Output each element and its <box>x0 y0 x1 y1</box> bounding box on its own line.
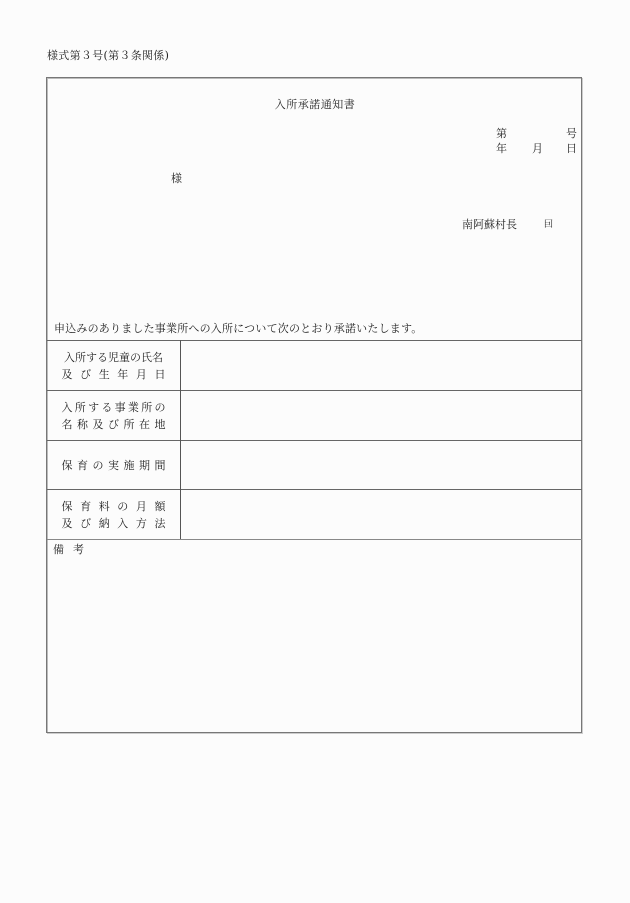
remarks-field[interactable] <box>47 556 582 732</box>
date-year-label: 年 <box>496 142 507 155</box>
document-number-suffix: 号 <box>566 127 577 140</box>
table-row-value-fee[interactable] <box>181 490 582 539</box>
table-row-value-care-period[interactable] <box>181 441 582 489</box>
label-line: 名称及び所在地 <box>61 417 166 431</box>
table-row-value-facility[interactable] <box>181 391 582 440</box>
intro-text: 申込みのありました事業所への入所について次のとおり承諾いたします。 <box>54 322 423 335</box>
date-month-label: 月 <box>532 142 543 155</box>
table-row-value-child-name[interactable] <box>181 341 582 390</box>
form-number: 様式第３号(第３条関係) <box>47 49 170 62</box>
document-number-prefix: 第 <box>496 127 507 140</box>
label-line: 保育料の月額 <box>61 499 166 513</box>
seal-mark-icon: 囙 <box>544 220 554 230</box>
label-line: 及び生年月日 <box>61 367 166 381</box>
label-line: 及び納入方法 <box>61 516 166 530</box>
table-row-label-fee <box>47 490 180 539</box>
label-line: 保育の実施期間 <box>61 458 166 472</box>
date-day-label: 日 <box>566 142 577 155</box>
table-row-label-care-period <box>47 441 180 489</box>
remarks-divider <box>47 539 582 540</box>
addressee-honorific: 様 <box>171 172 182 185</box>
remarks-label: 備考 <box>53 543 93 556</box>
table-row-label-child-name <box>47 341 180 390</box>
label-line: 入所する事業所の <box>61 400 166 414</box>
table-row-label-facility <box>47 391 180 440</box>
issuer-name: 南阿蘇村長 <box>462 218 517 231</box>
label-line: 入所する児童の氏名 <box>64 350 163 364</box>
document-title: 入所承諾通知書 <box>274 98 356 111</box>
